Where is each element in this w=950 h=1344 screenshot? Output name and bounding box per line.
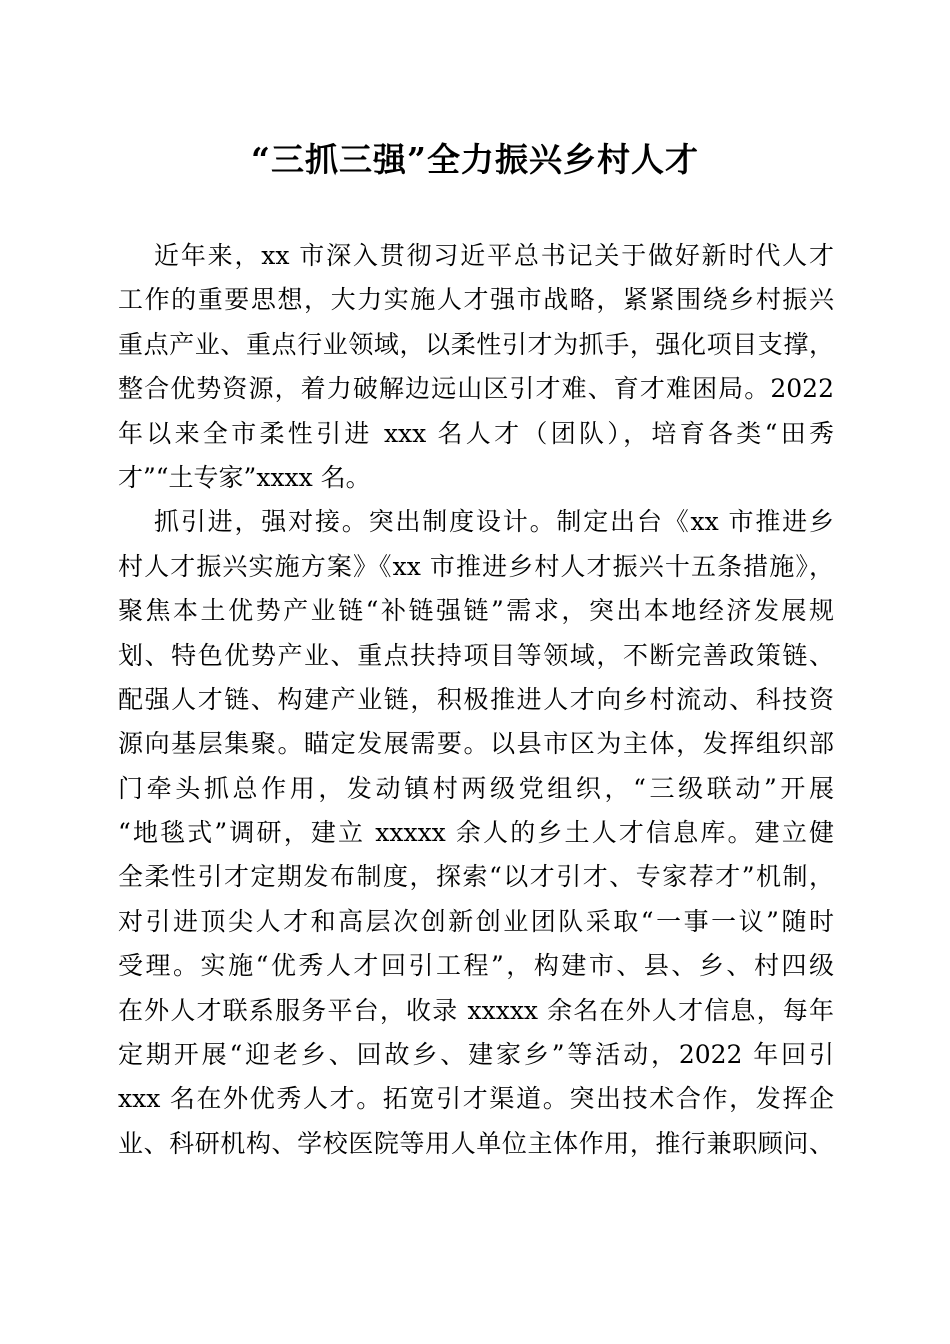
paragraph-2 bbox=[118, 500, 834, 1166]
paragraph-line: 业、科研机构、学校医院等用人单位主体作用，推行兼职顾问、 bbox=[118, 1128, 834, 1158]
paragraph-line: 整合优势资源，着力破解边远山区引才难、育才难困局。2022 bbox=[118, 374, 834, 404]
paragraph-line: 抓引进，强对接。突出制度设计。制定出台《xx 市推进乡 bbox=[154, 507, 834, 537]
paragraph-line: “地毯式”调研，建立 xxxxx 余人的乡土人才信息库。建立健 bbox=[118, 818, 834, 848]
paragraph-line: 配强人才链、构建产业链，积极推进人才向乡村流动、科技资 bbox=[118, 684, 834, 714]
paragraph-line: 年以来全市柔性引进 xxx 名人才（团队），培育各类“田秀 bbox=[118, 418, 834, 448]
document-body bbox=[118, 234, 834, 1166]
paragraph-line: 定期开展“迎老乡、回故乡、建家乡”等活动，2022 年回引 bbox=[118, 1040, 834, 1070]
paragraph-line: 工作的重要思想，大力实施人才强市战略，紧紧围绕乡村振兴 bbox=[118, 285, 834, 315]
paragraph-line: 在外人才联系服务平台，收录 xxxxx 余名在外人才信息，每年 bbox=[118, 995, 834, 1025]
paragraph-line: 门牵头抓总作用，发动镇村两级党组织，“三级联动”开展 bbox=[118, 773, 834, 803]
paragraph-line: 近年来，xx 市深入贯彻习近平总书记关于做好新时代人才 bbox=[154, 241, 834, 270]
paragraph-line: 才”“土专家”xxxx 名。 bbox=[118, 462, 371, 492]
paragraph-line: 划、特色优势产业、重点扶持项目等领域，不断完善政策链、 bbox=[118, 640, 834, 670]
paragraph-line: 聚焦本土优势产业链“补链强链”需求，突出本地经济发展规 bbox=[118, 596, 834, 626]
paragraph-line: xxx 名在外优秀人才。拓宽引才渠道。突出技术合作，发挥企 bbox=[118, 1084, 834, 1114]
paragraph-line: 全柔性引才定期发布制度，探索“以才引才、专家荐才”机制， bbox=[118, 862, 834, 892]
paragraph-line: 重点产业、重点行业领域，以柔性引才为抓手，强化项目支撑， bbox=[118, 329, 834, 359]
paragraph-line: 源向基层集聚。瞄定发展需要。以县市区为主体，发挥组织部 bbox=[118, 729, 834, 759]
document-title: “三抓三强”全力振兴乡村人才 bbox=[251, 140, 699, 179]
paragraph-line: 村人才振兴实施方案》《xx 市推进乡村人才振兴十五条措施》， bbox=[118, 551, 834, 581]
paragraph-1 bbox=[118, 234, 834, 500]
paragraph-line: 对引进顶尖人才和高层次创新创业团队采取“一事一议”随时 bbox=[118, 906, 834, 936]
paragraph-line: 受理。实施“优秀人才回引工程”，构建市、县、乡、村四级 bbox=[118, 951, 834, 981]
